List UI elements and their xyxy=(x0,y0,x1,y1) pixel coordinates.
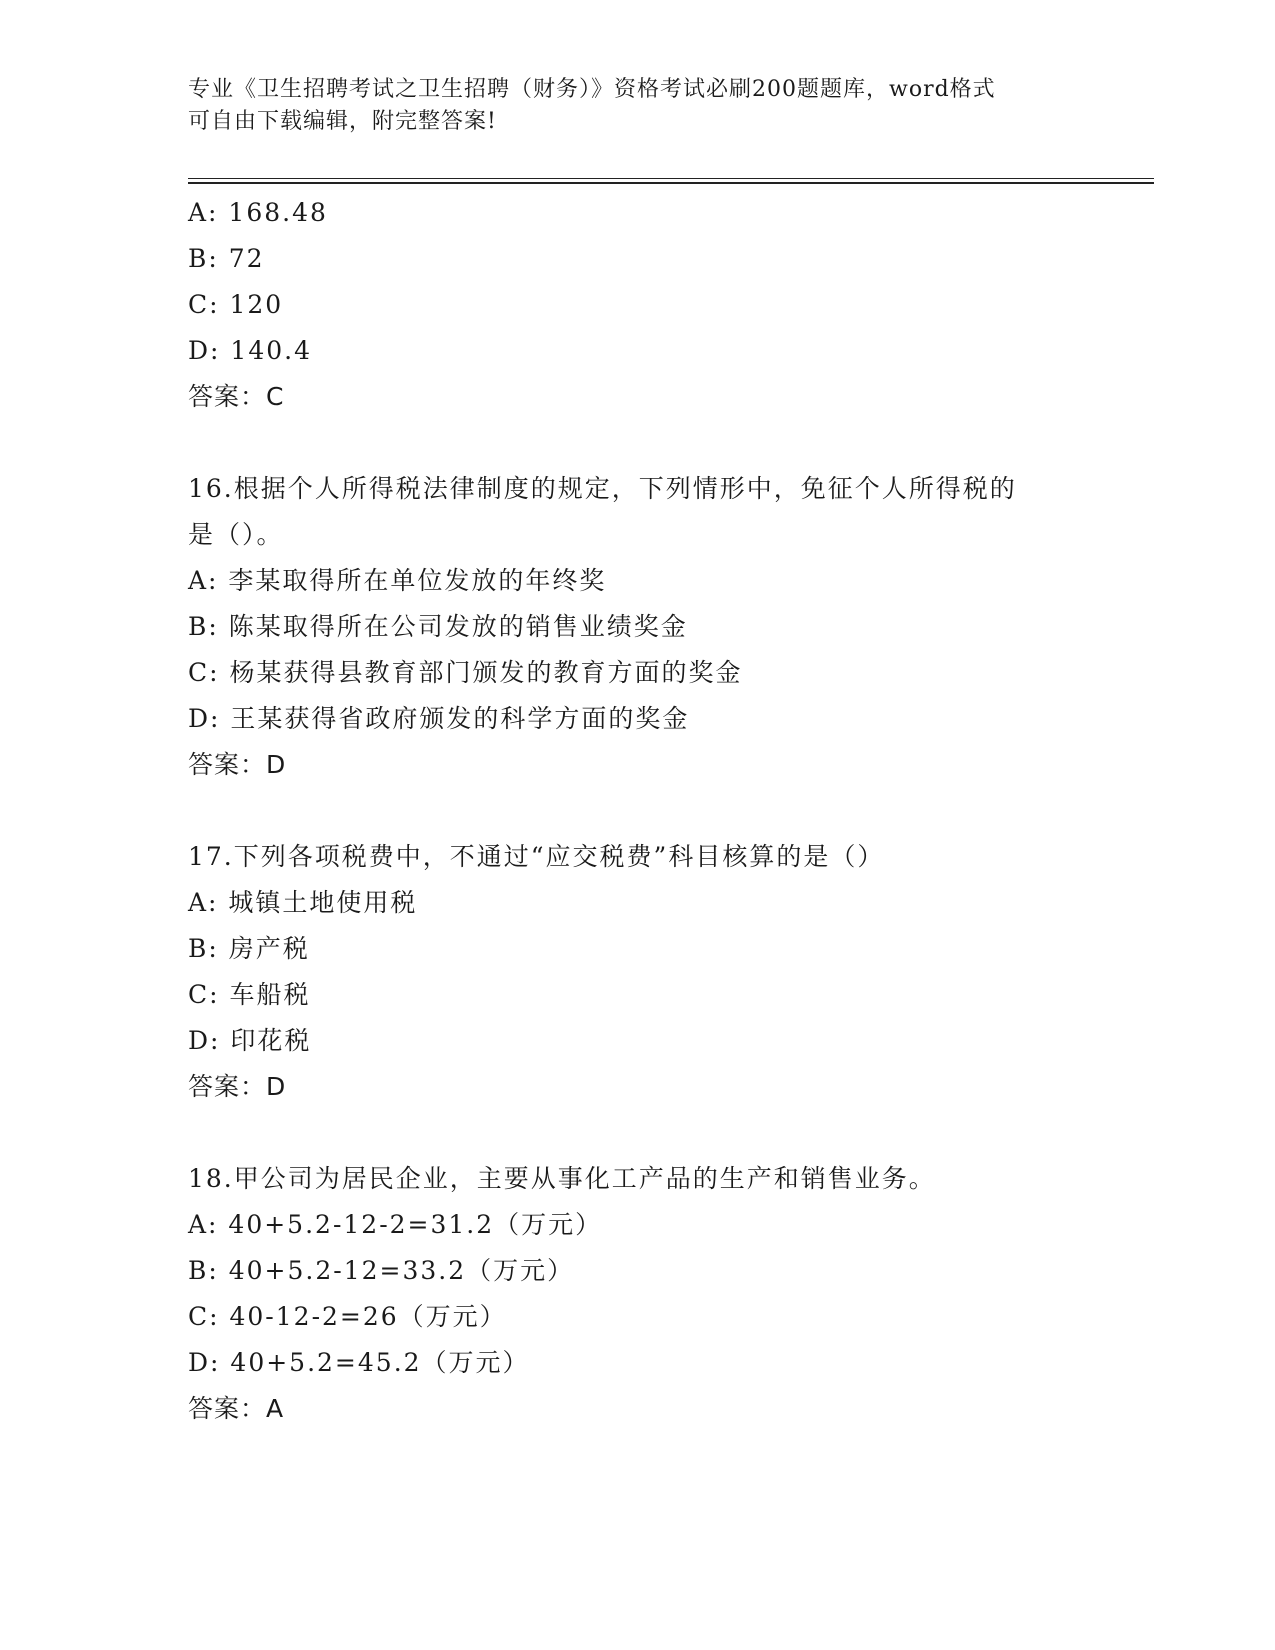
spacer xyxy=(188,420,1154,466)
question-stem: 18.甲公司为居民企业，主要从事化工产品的生产和销售业务。 xyxy=(188,1164,936,1193)
spacer xyxy=(188,788,1154,834)
question-stem: 17.下列各项税费中，不通过“应交税费”科目核算的是（） xyxy=(188,842,885,871)
option-b: B: 房产税 xyxy=(188,934,310,963)
question-list xyxy=(188,190,1154,1432)
answer-line: 答案：A xyxy=(188,1394,285,1423)
question-15 xyxy=(188,190,1154,420)
option-d: D: 王某获得省政府颁发的科学方面的奖金 xyxy=(188,704,690,733)
question-16 xyxy=(188,466,1154,788)
header-divider-top xyxy=(188,178,1154,179)
option-c: C: 车船税 xyxy=(188,980,311,1009)
answer-line: 答案：C xyxy=(188,382,285,411)
question-stem-continued: 是（）。 xyxy=(188,520,284,549)
option-c: C: 40-12-2=26（万元） xyxy=(188,1302,507,1331)
option-b: B: 40+5.2-12=33.2（万元） xyxy=(188,1256,575,1285)
header-line-2: 可自由下载编辑，附完整答案! xyxy=(188,109,497,134)
option-c: C: 120 xyxy=(188,290,284,319)
document-header xyxy=(188,74,1068,138)
option-a: A: 城镇土地使用税 xyxy=(188,888,418,917)
option-a: A: 李某取得所在单位发放的年终奖 xyxy=(188,566,607,595)
question-stem: 16.根据个人所得税法律制度的规定，下列情形中，免征个人所得税的 xyxy=(188,474,1017,503)
option-d: D: 140.4 xyxy=(188,336,312,365)
option-d: D: 印花税 xyxy=(188,1026,312,1055)
option-d: D: 40+5.2=45.2（万元） xyxy=(188,1348,530,1377)
answer-line: 答案：D xyxy=(188,750,287,779)
question-17 xyxy=(188,834,1154,1110)
header-divider-bottom xyxy=(188,182,1154,184)
answer-line: 答案：D xyxy=(188,1072,287,1101)
option-a: A: 168.48 xyxy=(188,198,328,227)
header-line-1: 专业《卫生招聘考试之卫生招聘（财务）》资格考试必刷200题题库，word格式 xyxy=(188,77,996,102)
question-18 xyxy=(188,1156,1154,1432)
spacer xyxy=(188,1110,1154,1156)
option-c: C: 杨某获得县教育部门颁发的教育方面的奖金 xyxy=(188,658,743,687)
option-b: B: 陈某取得所在公司发放的销售业绩奖金 xyxy=(188,612,688,641)
option-b: B: 72 xyxy=(188,244,265,273)
option-a: A: 40+5.2-12-2=31.2（万元） xyxy=(188,1210,603,1239)
